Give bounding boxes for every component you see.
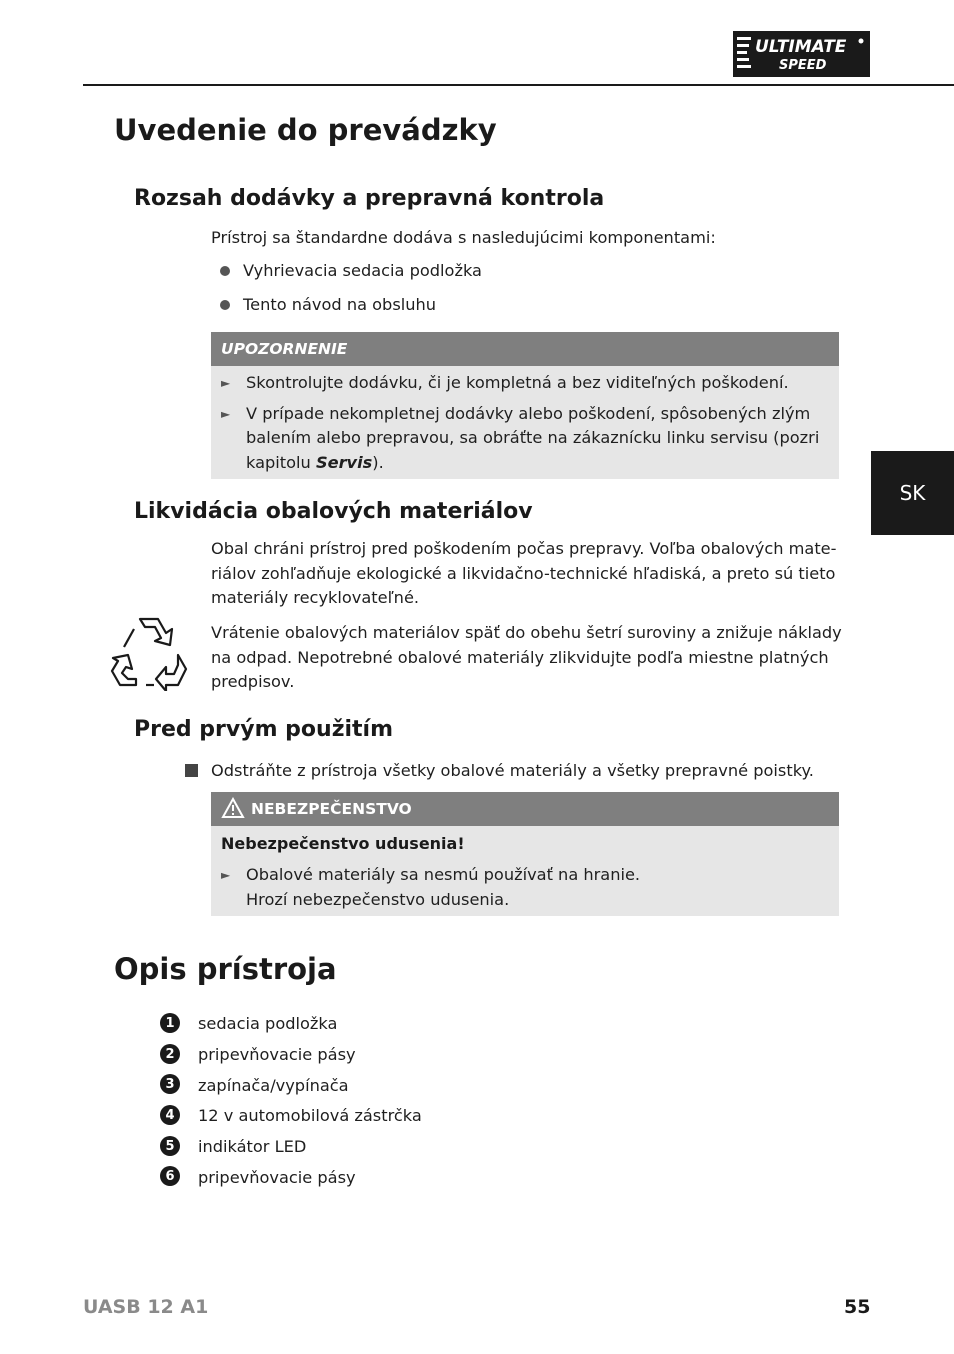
danger-subtitle: Nebezpečenstvo udusenia! [221, 834, 465, 853]
disposal-line: materiály recyklovateľné. [211, 588, 420, 607]
first-use-step: Odstráňte z prístroja všetky obalové materiály a všetky prepravné poistky. [211, 761, 814, 780]
device-part-label: sedacia podložka [198, 1014, 338, 1033]
disposal-line: riálov zohľadňuje ekologické a likvidačno-technické hľadiská, a preto sú tieto [211, 564, 836, 583]
device-part-label: zapínača/vypínača [198, 1076, 349, 1095]
device-part-label: pripevňovacie pásy [198, 1168, 356, 1187]
subsection-title-disposal: Likvidácia obalových materiálov [134, 499, 533, 524]
recycle-icon [110, 615, 190, 691]
item-number-badge: 5 [160, 1136, 180, 1156]
arrow-icon: ► [221, 376, 231, 390]
delivery-intro: Prístroj sa štandardne dodáva s nasledujúcimi komponentami: [211, 228, 716, 247]
warning-triangle-icon [221, 797, 245, 823]
notice-item-line: balením alebo prepravou, sa obráťte na zákaznícku linku servisu (pozri [246, 428, 820, 447]
item-number-badge: 3 [160, 1074, 180, 1094]
disposal-line: Obal chráni prístroj pred poškodením počas prepravy. Voľba obalových mate- [211, 539, 837, 558]
service-chapter-ref: Servis [315, 453, 373, 472]
delivery-item: Vyhrievacia sedacia podložka [243, 261, 482, 280]
bullet-dot [220, 300, 230, 310]
danger-line: Obalové materiály sa nesmú používať na hranie. [246, 865, 641, 884]
disposal-line: predpisov. [211, 672, 295, 691]
arrow-icon: ► [221, 407, 231, 421]
svg-text:SPEED: SPEED [779, 58, 827, 73]
section-title-device-description: Opis prístroja [114, 952, 337, 986]
bullet-dot [220, 266, 230, 276]
language-tab: SK [871, 451, 954, 535]
subsection-title-delivery: Rozsah dodávky a prepravná kontrola [134, 186, 605, 211]
section-title-commissioning: Uvedenie do prevádzky [114, 113, 497, 147]
device-part-label: 12 v automobilová zástrčka [198, 1106, 422, 1125]
device-part-label: pripevňovacie pásy [198, 1045, 356, 1064]
header-rule [83, 84, 954, 86]
notice-item-line: kapitolu Servis). [246, 453, 384, 472]
delivery-item: Tento návod na obsluhu [243, 295, 437, 314]
item-number-badge: 6 [160, 1166, 180, 1186]
device-part-label: indikátor LED [198, 1137, 307, 1156]
item-number-badge: 2 [160, 1044, 180, 1064]
danger-line: Hrozí nebezpečenstvo udusenia. [246, 890, 510, 909]
svg-text:ULTIMATE: ULTIMATE [755, 37, 847, 57]
arrow-icon: ► [221, 868, 231, 882]
notice-item-line: V prípade nekompletnej dodávky alebo poškodení, spôsobených zlým [246, 404, 811, 423]
subsection-title-first-use: Pred prvým použitím [134, 717, 394, 742]
step-square-icon [185, 764, 198, 777]
notice-header: UPOZORNENIE [211, 332, 839, 366]
footer-model: UASB 12 A1 [83, 1296, 209, 1318]
disposal-line: Vrátenie obalových materiálov späť do obehu šetrí suroviny a znižuje náklady [211, 623, 842, 642]
notice-item: Skontrolujte dodávku, či je kompletná a bez viditeľných poškodení. [246, 373, 789, 392]
item-number-badge: 1 [160, 1013, 180, 1033]
danger-header: NEBEZPEČENSTVO [211, 792, 839, 826]
page-number: 55 [844, 1296, 871, 1318]
item-number-badge: 4 [160, 1105, 180, 1125]
ultimate-speed-logo [733, 31, 870, 77]
disposal-line: na odpad. Nepotrebné obalové materiály zlikvidujte podľa miestne platných [211, 648, 829, 667]
